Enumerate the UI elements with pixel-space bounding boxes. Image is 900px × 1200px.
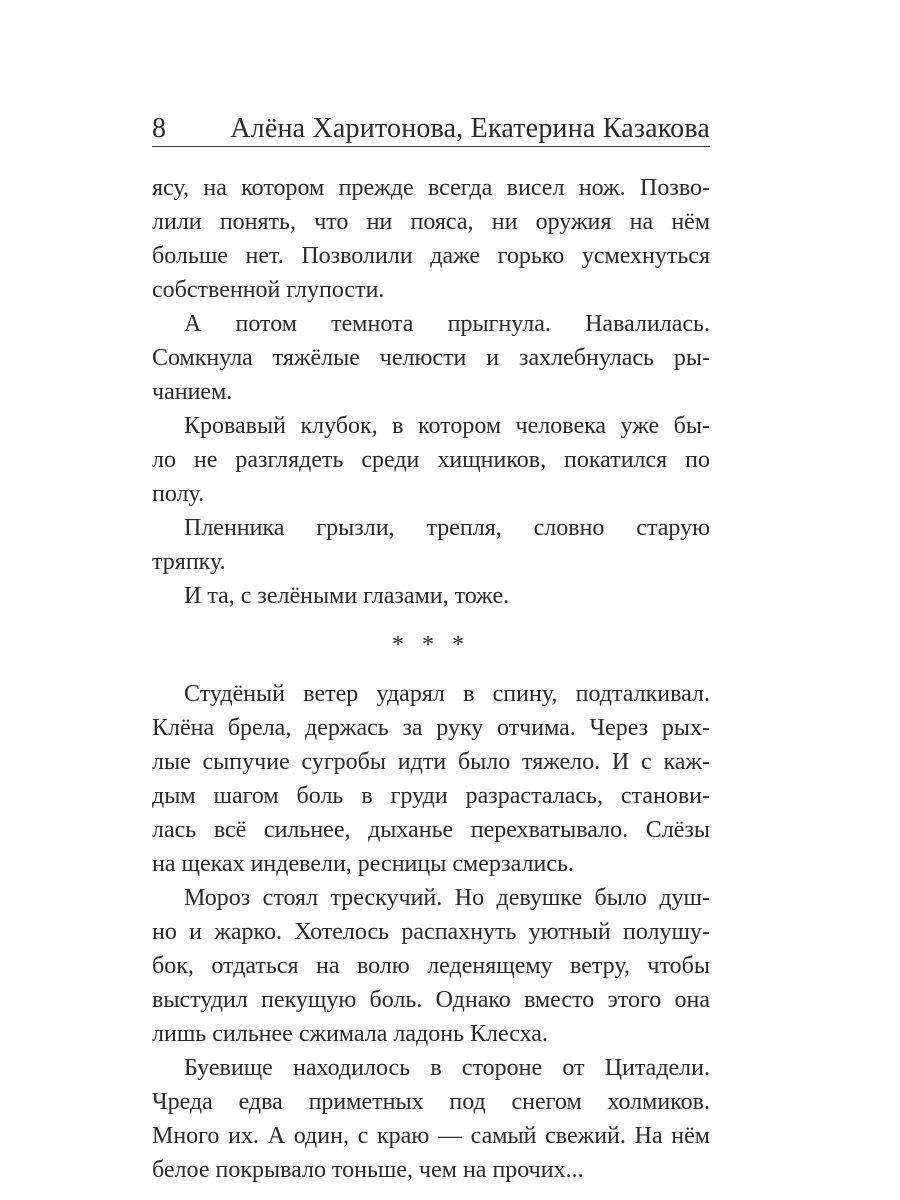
text-line: белое покрывало тоньше, чем на прочих... (152, 1157, 584, 1183)
text-section-after-break (152, 677, 710, 1187)
running-head (152, 112, 710, 147)
text-line: ло не разглядеть среди хищников, покатился по (152, 447, 710, 473)
text-line: И та, с зелёными глазами, тоже. (184, 583, 510, 609)
text-line: но и жарко. Хотелось распахнуть уютный полушу- (152, 919, 710, 945)
paragraph (152, 511, 710, 579)
text-line: Клёна брела, держась за руку отчима. Через рых- (152, 715, 710, 741)
text-line: Студёный ветер ударял в спину, подталкивал. (184, 681, 710, 707)
text-line: дым шагом боль в груди разрасталась, станови- (152, 783, 710, 809)
text-line: Мороз стоял трескучий. Но девушке было душ- (184, 885, 710, 911)
running-head-authors: Алёна Харитонова, Екатерина Казакова (230, 113, 710, 144)
paragraph (152, 307, 710, 409)
text-line: Много их. А один, с краю — самый свежий. На нём (152, 1123, 710, 1149)
text-line: лые сыпучие сугробы идти было тяжело. И с каж- (152, 749, 710, 775)
paragraph (152, 881, 710, 1051)
text-line: лили понять, что ни пояса, ни оружия на нём (152, 209, 710, 235)
text-line: собственной глупости. (152, 277, 385, 303)
text-line: Пленника грызли, трепля, словно старую (184, 515, 710, 541)
text-line: Буевище находилось в стороне от Цитадели. (184, 1055, 710, 1081)
page-number: 8 (152, 113, 166, 144)
text-line: Сомкнула тяжёлые челюсти и захлебнулась ры- (152, 345, 710, 371)
paragraph (152, 1051, 710, 1187)
paragraph (152, 677, 710, 881)
text-line: Кровавый клубок, в котором человека уже бы- (184, 413, 710, 439)
text-line: полу. (152, 481, 205, 507)
text-section-before-break (152, 171, 710, 613)
section-separator: * * * (392, 632, 470, 658)
text-line: чанием. (152, 379, 233, 405)
text-line: на щеках индевели, ресницы смерзались. (152, 851, 574, 877)
text-line: тряпку. (152, 549, 226, 575)
text-line: больше нет. Позволили даже горько усмехнуться (152, 243, 710, 269)
paragraph (152, 171, 710, 307)
text-line: лишь сильнее сжимала ладонь Клесха. (152, 1021, 548, 1047)
body-text (152, 171, 710, 1187)
text-line: ясу, на котором прежде всегда висел нож. Позво- (152, 175, 710, 201)
paragraph (152, 409, 710, 511)
paragraph (152, 579, 710, 613)
text-line: А потом темнота прыгнула. Навалилась. (184, 311, 710, 337)
text-line: бок, отдаться на волю леденящему ветру, чтобы (152, 953, 710, 979)
text-line: лась всё сильнее, дыханье перехватывало. Слёзы (152, 817, 710, 843)
book-page (152, 0, 710, 1200)
text-line: Чреда едва приметных под снегом холмиков. (152, 1089, 710, 1115)
text-line: выстудил пекущую боль. Однако вместо этого она (152, 987, 710, 1013)
